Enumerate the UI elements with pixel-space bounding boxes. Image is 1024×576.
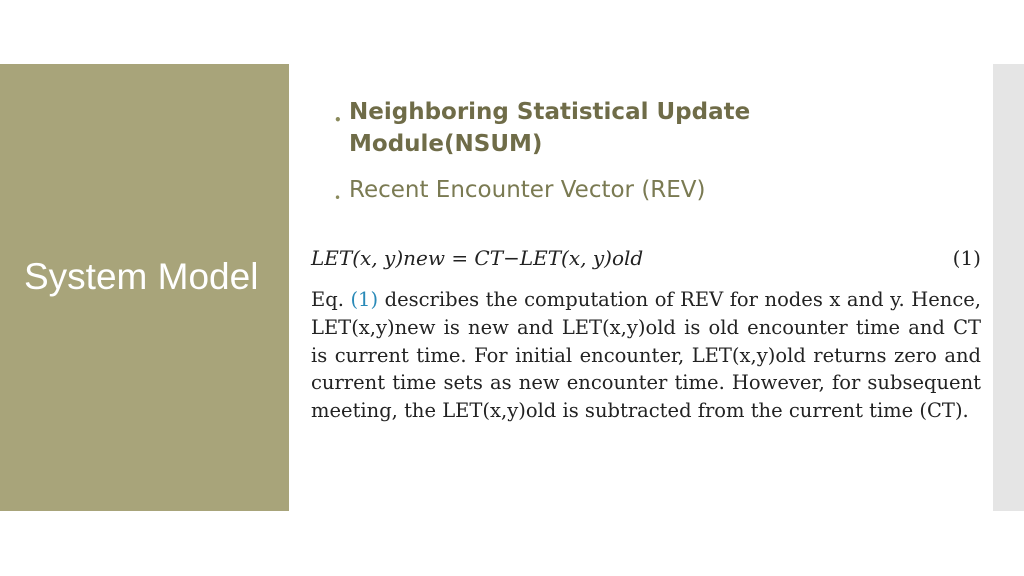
right-accent-strip: [993, 64, 1024, 511]
equation: LET(x, y)new = CT−LET(x, y)old: [311, 246, 644, 270]
equation-row: [311, 246, 981, 276]
bullet-list: [334, 96, 774, 206]
paragraph-text: describes the computation of REV for nodes x and y. Hence, LET(x,y)new is new and LET(x,y)old is old encounter time and CT is current time. For initial encounter, LET(x,y)old returns zero and current time sets as new encounter time. However, for subsequent meeting, the LET(x,y)old is subtracted from the current time (CT).: [311, 288, 981, 423]
bullet-text: Recent Encounter Vector (REV): [349, 177, 706, 203]
bullet-item-rev: [334, 174, 774, 206]
slide-title: System Model: [24, 256, 259, 297]
bullet-item-nsum: [334, 96, 774, 160]
bullet-dot-icon: •: [334, 191, 342, 205]
bullet-text: Neighboring Statistical Update Module(NSUM): [349, 99, 751, 157]
equation-description: [311, 286, 981, 425]
eq-label: Eq.: [311, 288, 344, 311]
equation-number: (1): [952, 246, 981, 270]
equation-reference-link[interactable]: (1): [350, 288, 379, 311]
bullet-dot-icon: •: [334, 113, 342, 127]
